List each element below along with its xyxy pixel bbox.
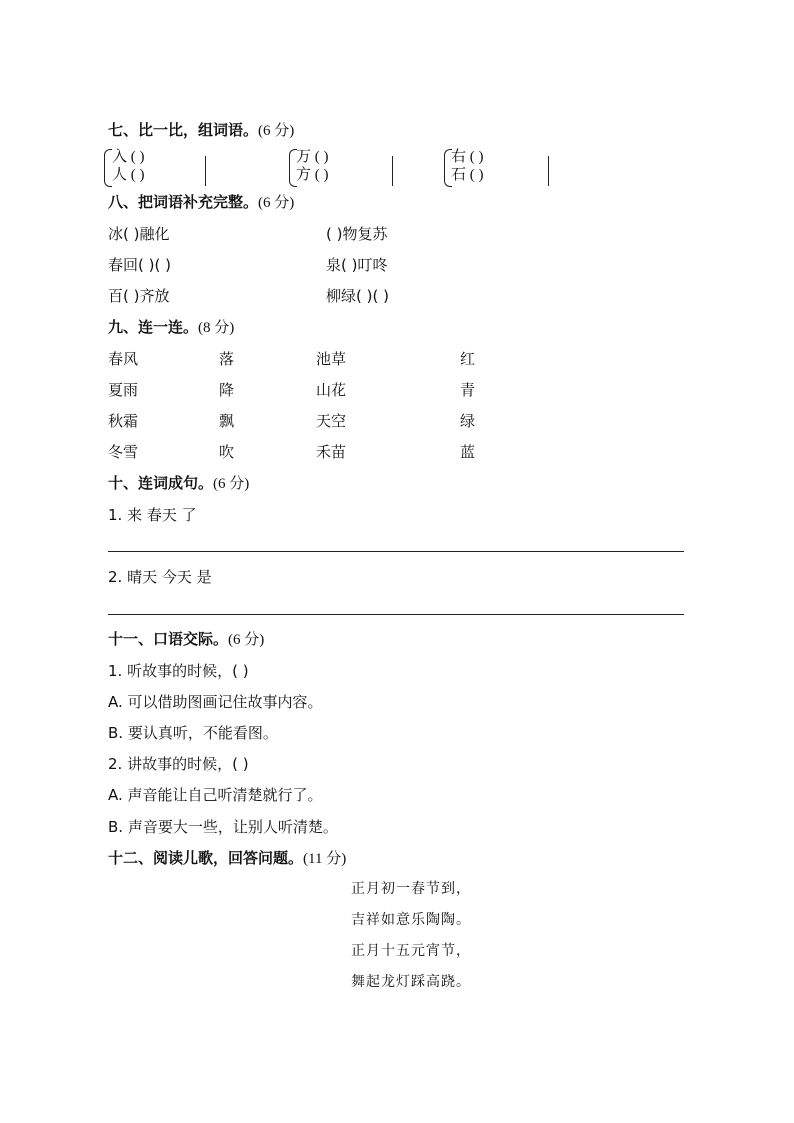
oral-option: A. 可以借助图画记住故事内容。 xyxy=(108,693,323,711)
match-word: 春风 xyxy=(108,350,139,368)
match-word: 蓝 xyxy=(460,443,476,461)
group-2-bottom: 方 ( ) xyxy=(296,167,329,183)
fill-item-1: 冰( )融化 xyxy=(108,225,170,243)
fill-item-5: 百( )齐放 xyxy=(108,287,170,305)
oral-option: B. 要认真听，不能看图。 xyxy=(108,724,278,742)
section-7-title: 七、比一比，组词语。(6 分) xyxy=(108,121,295,139)
fill-item-3: 春回( )( ) xyxy=(108,256,171,274)
oral-option: B. 声音要大一些，让别人听清楚。 xyxy=(108,818,338,836)
match-word: 池草 xyxy=(316,350,347,368)
group-1-bottom: 人 ( ) xyxy=(112,167,145,183)
sentence-question-1: 1. 来 春天 了 xyxy=(108,506,197,524)
match-word: 红 xyxy=(460,350,476,368)
poem-line-1: 正月初一春节到， xyxy=(351,881,471,897)
poem-line-2: 吉祥如意乐陶陶。 xyxy=(351,912,471,928)
bar-group-3 xyxy=(548,156,549,186)
match-word: 夏雨 xyxy=(108,381,139,399)
poem-line-3: 正月十五元宵节， xyxy=(351,943,471,959)
match-word: 吹 xyxy=(219,443,235,461)
section-10-score: (6 分) xyxy=(213,476,250,492)
group-2-top: 万 ( ) xyxy=(296,149,329,165)
section-11-title: 十一、口语交际。(6 分) xyxy=(108,630,265,648)
poem-line-4: 舞起龙灯踩高跷。 xyxy=(351,974,471,990)
oral-option: A. 声音能让自己听清楚就行了。 xyxy=(108,786,323,804)
match-word: 冬雪 xyxy=(108,443,139,461)
sentence-question-2: 2. 晴天 今天 是 xyxy=(108,568,212,586)
section-8-title: 八、把词语补充完整。(6 分) xyxy=(108,193,295,211)
match-word: 落 xyxy=(219,350,235,368)
fill-item-2: ( )物复苏 xyxy=(326,225,388,243)
group-3-top: 右 ( ) xyxy=(451,149,484,165)
fill-item-6: 柳绿( )( ) xyxy=(326,287,389,305)
group-1-top: 入 ( ) xyxy=(112,149,145,165)
brace-group-1 xyxy=(104,149,112,187)
section-8-score: (6 分) xyxy=(258,195,295,211)
oral-question-2: 2. 讲故事的时候，( ) xyxy=(108,755,249,773)
section-7-score: (6 分) xyxy=(258,123,295,139)
bar-group-1 xyxy=(205,156,206,186)
section-9-title: 九、连一连。(8 分) xyxy=(108,318,235,336)
match-word: 禾苗 xyxy=(316,443,347,461)
match-word: 秋霜 xyxy=(108,412,139,430)
answer-line-1[interactable] xyxy=(108,551,684,552)
match-word: 绿 xyxy=(460,412,476,430)
group-3-bottom: 石 ( ) xyxy=(451,167,484,183)
section-9-score: (8 分) xyxy=(198,320,235,336)
match-word: 青 xyxy=(460,381,476,399)
bar-group-2 xyxy=(392,156,393,186)
section-12-score: (11 分) xyxy=(303,851,347,867)
match-word: 山花 xyxy=(316,381,347,399)
section-12-title: 十二、阅读儿歌，回答问题。(11 分) xyxy=(108,849,347,867)
match-word: 飘 xyxy=(219,412,235,430)
section-10-title: 十、连词成句。(6 分) xyxy=(108,474,250,492)
match-word: 降 xyxy=(219,381,235,399)
oral-question-1: 1. 听故事的时候，( ) xyxy=(108,662,249,680)
section-11-score: (6 分) xyxy=(228,632,265,648)
match-word: 天空 xyxy=(316,412,347,430)
fill-item-4: 泉( )叮咚 xyxy=(326,256,388,274)
answer-line-2[interactable] xyxy=(108,614,684,615)
